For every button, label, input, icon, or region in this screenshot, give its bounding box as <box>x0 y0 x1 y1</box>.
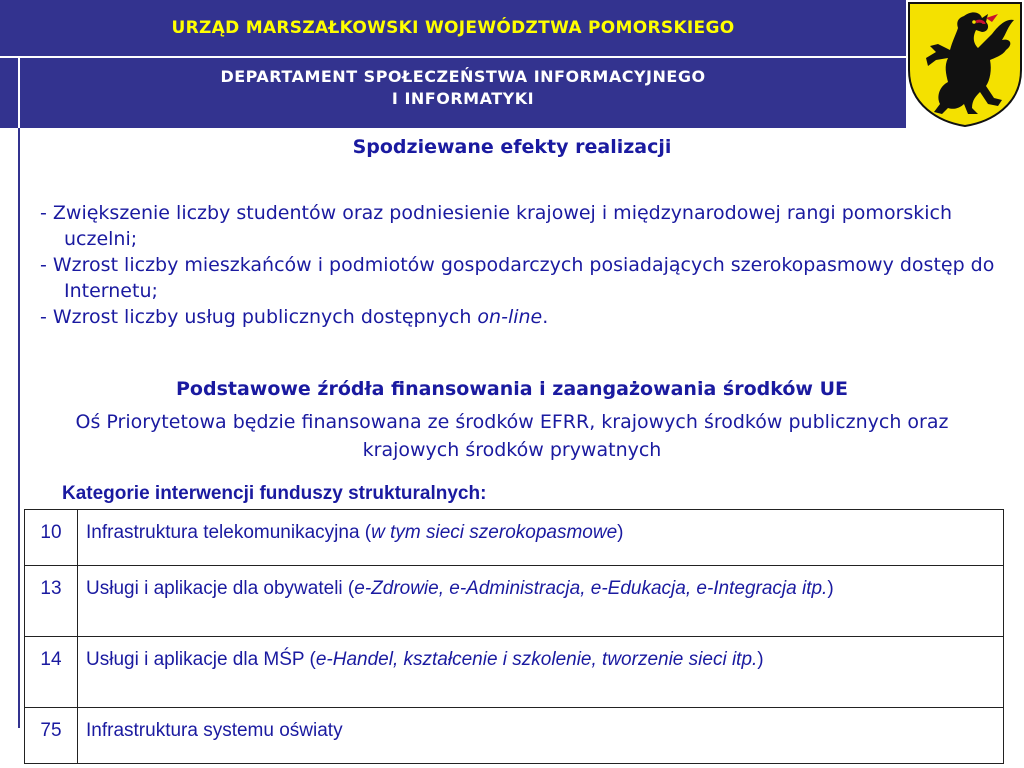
category-code: 14 <box>25 637 78 708</box>
category-tail: ) <box>757 649 764 670</box>
department-title-line2: I INFORMATYKI <box>391 89 535 108</box>
category-label: Infrastruktura telekomunikacyjna ( <box>86 522 372 543</box>
category-description <box>78 566 1004 637</box>
category-tail: ) <box>827 578 834 599</box>
funding-body: Oś Priorytetowa będzie finansowana ze środków EFRR, krajowych środków publicznych oraz krajowych środków prywatnych <box>75 411 949 461</box>
list-item-end: . <box>542 306 549 328</box>
list-item <box>40 304 1000 330</box>
effects-list <box>40 200 1000 330</box>
department-banner <box>0 58 906 128</box>
list-item: - Wzrost liczby mieszkańców i podmiotów gospodarczych posiadających szerokopasmowy dostęp do Internetu; <box>40 254 995 302</box>
category-italic: w tym sieci szerokopasmowe <box>371 522 618 543</box>
list-item-italic: on-line <box>477 306 543 328</box>
table-row <box>25 566 1004 637</box>
effects-heading: Spodziewane efekty realizacji <box>352 136 672 158</box>
category-code: 75 <box>25 708 78 764</box>
funding-heading: Podstawowe źródła finansowania i zaangażowania środków UE <box>175 378 848 400</box>
categories-heading: Kategorie interwencji funduszy strukturalnych: <box>62 483 487 504</box>
table-row <box>25 708 1004 764</box>
list-item: - Zwiększenie liczby studentów oraz podniesienie krajowej i międzynarodowej rangi pomorskich uczelni; <box>40 202 953 250</box>
category-italic: e-Zdrowie, e-Administracja, e-Edukacja, e-Integracja itp. <box>354 578 828 599</box>
category-code: 13 <box>25 566 78 637</box>
category-label: Usługi i aplikacje dla obywateli ( <box>86 578 355 599</box>
office-title: URZĄD MARSZAŁKOWSKI WOJEWÓDZTWA POMORSKIEGO <box>0 0 906 58</box>
category-description <box>78 510 1004 566</box>
category-tail: ) <box>617 522 624 543</box>
pomeranian-griffin-coat-of-arms-icon <box>906 0 1024 128</box>
list-item-text: - Wzrost liczby usług publicznych dostępnych <box>40 306 478 328</box>
left-margin-rule <box>18 128 20 728</box>
category-description <box>78 708 1004 764</box>
table-row <box>25 510 1004 566</box>
category-label: Infrastruktura systemu oświaty <box>86 720 343 741</box>
category-description <box>78 637 1004 708</box>
category-code: 10 <box>25 510 78 566</box>
categories-table <box>24 509 1004 764</box>
category-italic: e-Handel, kształcenie i szkolenie, tworzenie sieci itp. <box>315 649 758 670</box>
department-title-line1: DEPARTAMENT SPOŁECZEŃSTWA INFORMACYJNEGO <box>220 67 706 86</box>
category-label: Usługi i aplikacje dla MŚP ( <box>86 649 316 670</box>
department-title <box>20 66 906 110</box>
table-row <box>25 637 1004 708</box>
